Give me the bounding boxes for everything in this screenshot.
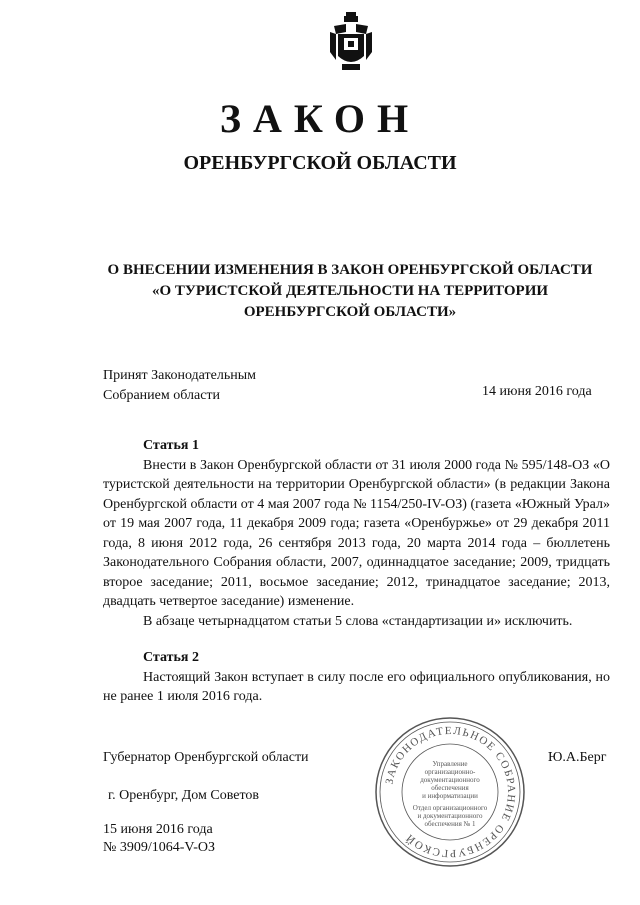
adoption-line: Собранием области (103, 388, 221, 403)
region-name: ОРЕНБУРГСКОЙ ОБЛАСТИ (183, 152, 457, 174)
law-heading-line: О ВНЕСЕНИИ ИЗМЕНЕНИЯ В ЗАКОН ОРЕНБУРГСКОЙ ОБЛАСТИ (107, 262, 593, 278)
adoption-line: Принят Законодательным (103, 368, 256, 383)
article-paragraph: Настоящий Закон вступает в силу после его официального опубликования, но не ранее 1 июля 2016 года. (103, 669, 610, 704)
article-2 (103, 648, 610, 707)
seal-inner-line: Управление (432, 760, 468, 768)
adoption-statement (103, 366, 256, 406)
seal-inner-line: документационного (420, 776, 480, 784)
seal-inner-line: обеспечения № 1 (424, 820, 476, 828)
article-1 (103, 436, 610, 631)
seal-inner-line: обеспечения (431, 784, 469, 792)
article-paragraph: В абзаце четырнадцатом статьи 5 слова «стандартизации и» исключить. (143, 613, 573, 629)
article-title: Статья 2 (143, 650, 199, 665)
seal-inner-line: и информатизации (422, 792, 478, 800)
law-heading-line: «О ТУРИСТСКОЙ ДЕЯТЕЛЬНОСТИ НА ТЕРРИТОРИИ (151, 283, 549, 299)
law-heading (60, 260, 640, 323)
official-seal (370, 712, 530, 872)
coat-of-arms-emblem (326, 12, 376, 76)
signing-place: г. Оренбург, Дом Советов (108, 788, 259, 803)
signing-date: 15 июня 2016 года (103, 822, 213, 837)
seal-inner-line: Отдел организационного (412, 804, 488, 812)
article-title: Статья 1 (143, 438, 199, 453)
law-heading-line: ОРЕНБУРГСКОЙ ОБЛАСТИ» (243, 304, 457, 320)
adoption-date: 14 июня 2016 года (482, 384, 592, 399)
document-title: ЗАКОН (219, 96, 421, 141)
seal-inner-line: и документационного (417, 812, 483, 820)
seal-inner-line: организационно- (424, 768, 476, 776)
seal-ring-text: ЗАКОНОДАТЕЛЬНОЕ СОБРАНИЕ ОРЕНБУРГСКОЙ (383, 724, 518, 860)
signatory-position: Губернатор Оренбургской области (103, 750, 309, 765)
article-paragraph: Внести в Закон Оренбургской области от 31 июля 2000 года № 595/148-ОЗ «О туристской деятельности на территории Оренбургской области» (в редакции Закона Оренбургской области от 4 мая 2007 года № 1154/250-IV-ОЗ) (газета «Южный Урал» от 19 мая 2007 года, 11 декабря 2009 года; газета «Оренбуржье» от 29 декабря 2011 года, 8 июня 2012 года, 26 сентября 2013 года, 20 марта 2014 года – бюллетень Законодательного Собрания области, 2007, одиннадцатое заседание; 2009, тридцать второе заседание; 2011, восьмое заседание; 2012, тринадцатое заседание; 2013, двадцать четвертое заседание) изменение. (103, 457, 610, 609)
signatory-name: Ю.А.Берг (548, 750, 607, 765)
law-number: № 3909/1064-V-ОЗ (103, 840, 216, 855)
